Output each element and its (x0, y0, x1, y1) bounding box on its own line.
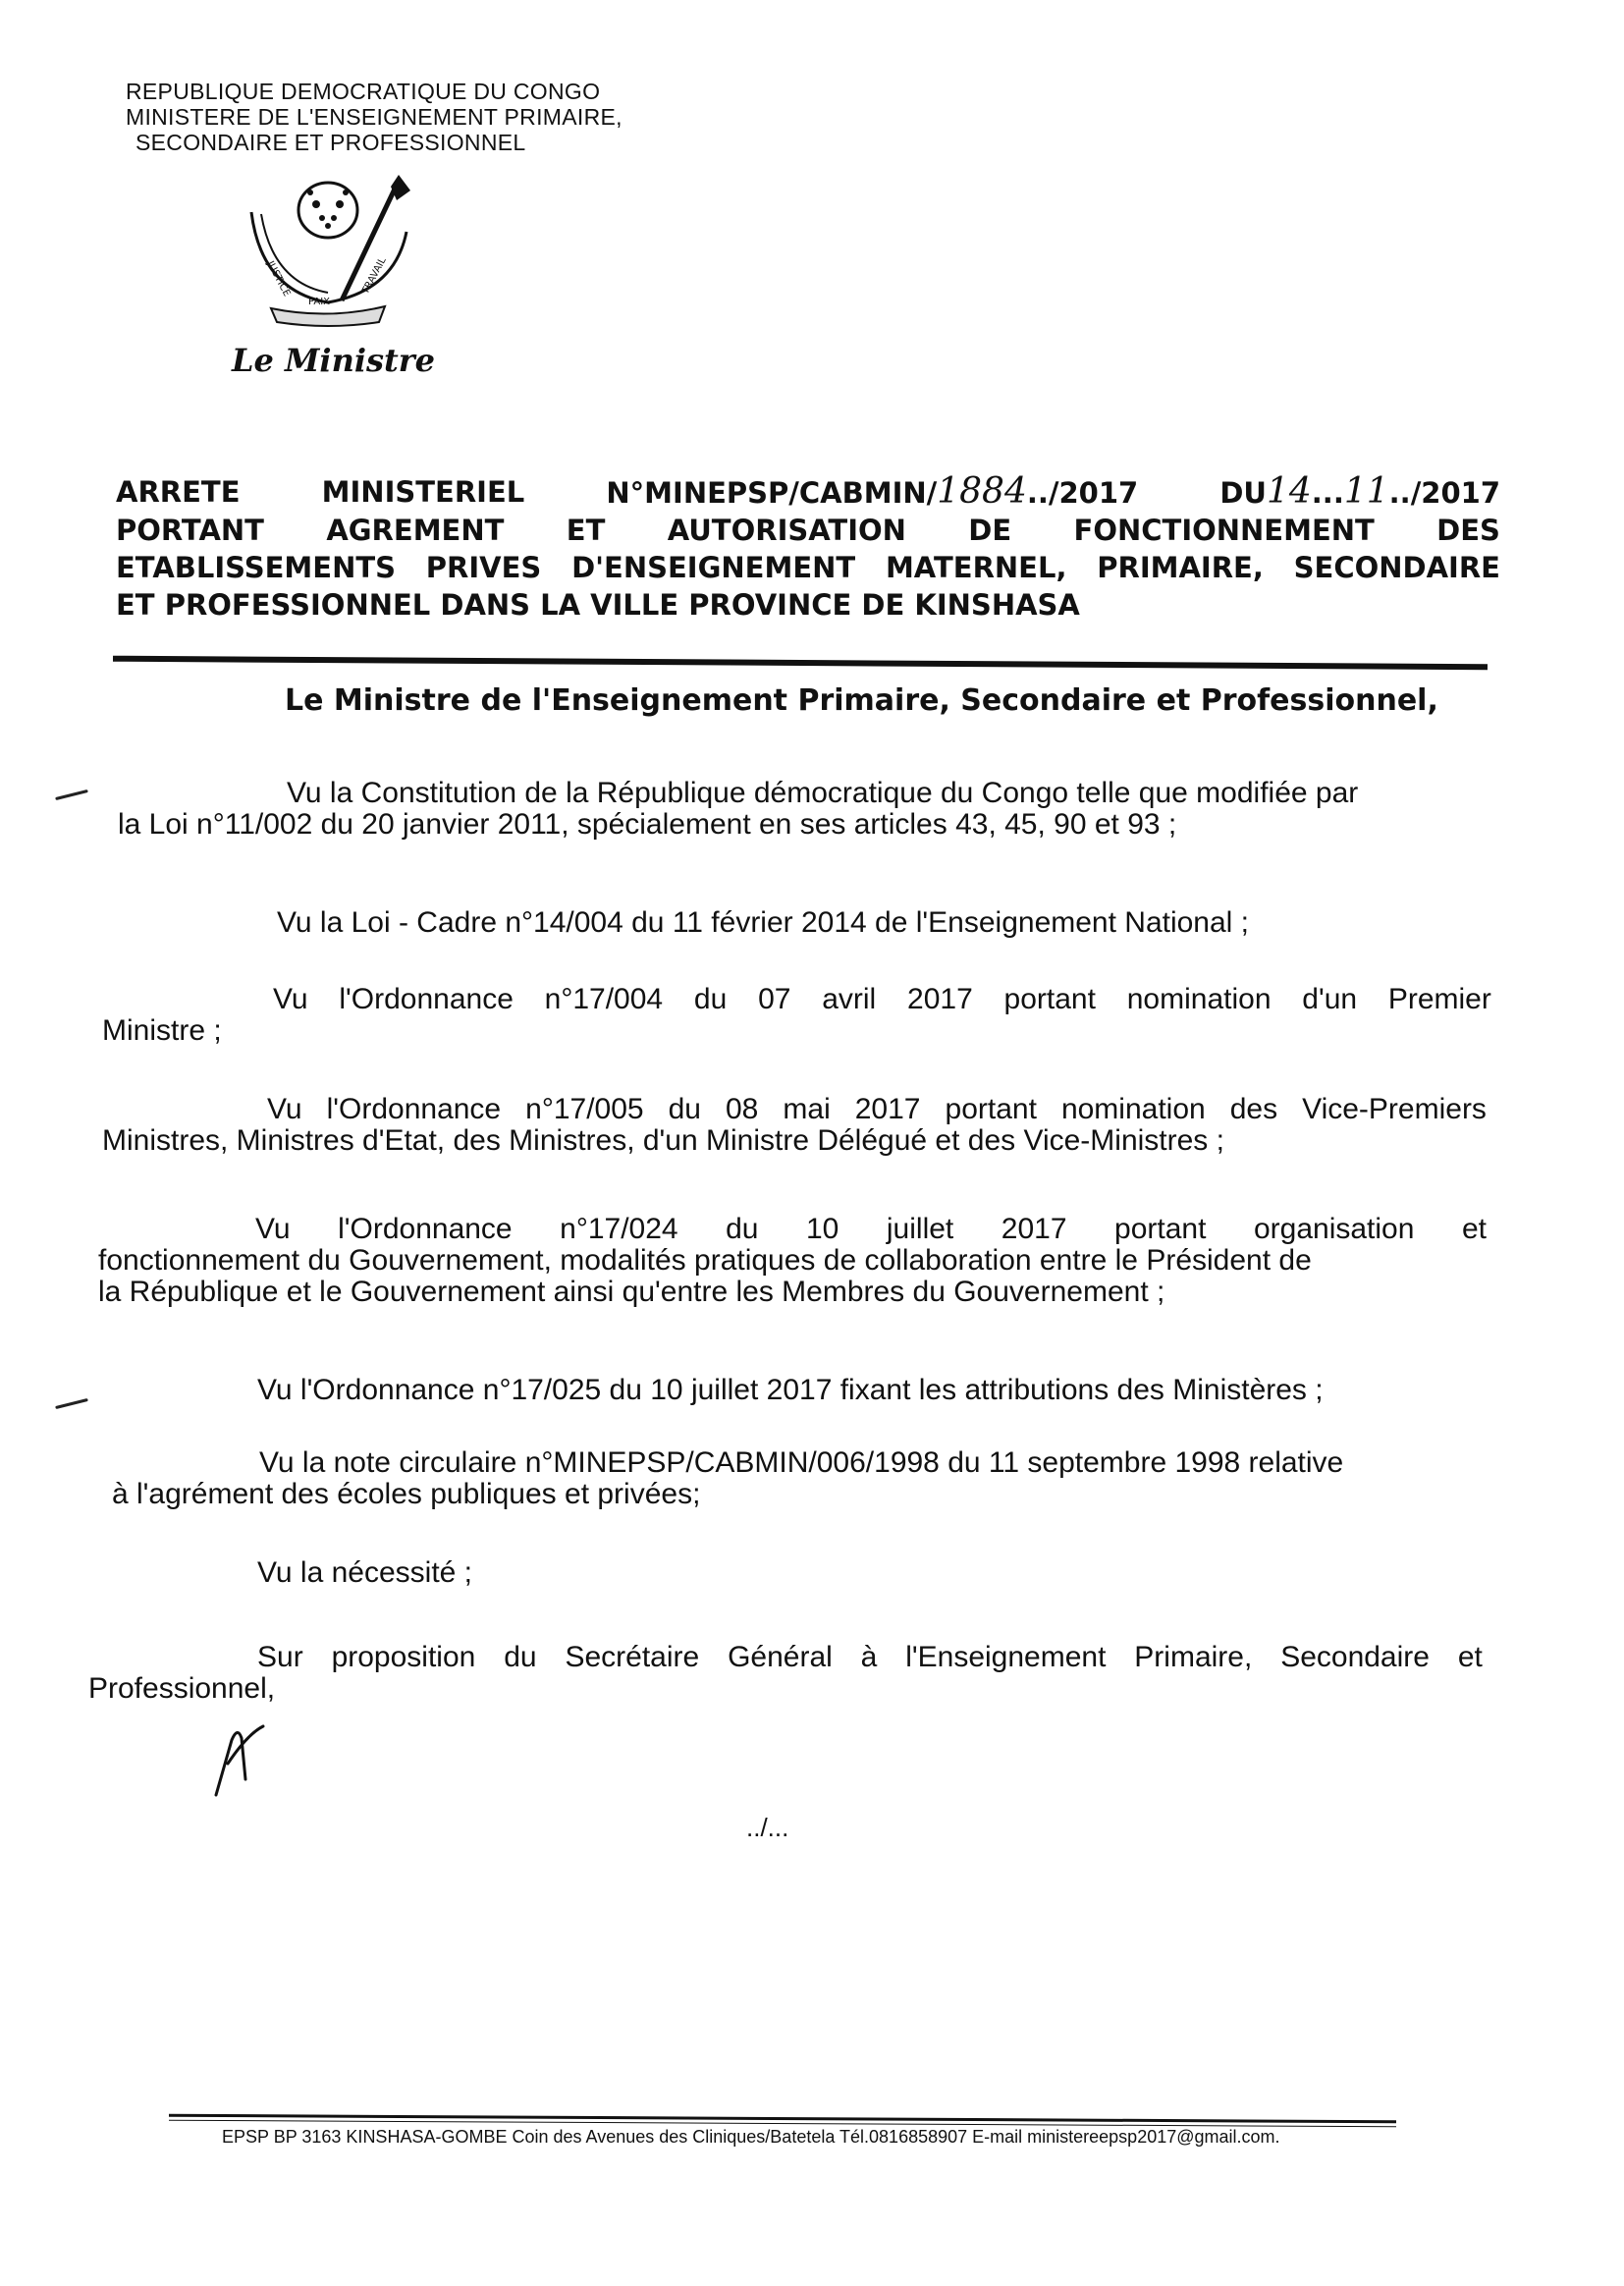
title-line-3: ETABLISSEMENTS PRIVES D'ENSEIGNEMENT MATERNEL, PRIMAIRE, SECONDAIRE (116, 551, 1500, 584)
handwritten-initial-signature (208, 1720, 267, 1799)
paragraph-ordonnance-005 (102, 1094, 1487, 1157)
paragraph-constitution (118, 778, 1492, 841)
paragraph-note-circulaire (112, 1447, 1487, 1510)
minister-subtitle: Le Ministre de l'Enseignement Primaire, Secondaire et Professionnel, (285, 683, 1438, 718)
header-ministry-cont: SECONDAIRE ET PROFESSIONNEL (135, 130, 526, 155)
le-ministre-script: Le Ministre (232, 342, 436, 379)
handwritten-number: 1884 (937, 471, 1027, 512)
paragraph-line: Vu l'Ordonnance n°17/024 du 10 juillet 2017 portant organisation et (255, 1213, 1487, 1245)
emblem-word-justice: JUSTICE (264, 259, 293, 299)
paragraph-line: Vu l'Ordonnance n°17/005 du 08 mai 2017 portant nomination des Vice-Premiers (267, 1093, 1487, 1125)
paragraph-line: Ministre ; (102, 1014, 222, 1047)
margin-tick-mark (55, 1398, 88, 1409)
handwritten-month: 11 (1343, 471, 1389, 512)
paragraph-line: à l'agrément des écoles publiques et privées; (112, 1478, 701, 1510)
emblem-word-travail: TRAVAIL (359, 255, 389, 297)
paragraph-ordonnance-004 (102, 984, 1491, 1047)
header-ministry: MINISTERE DE L'ENSEIGNEMENT PRIMAIRE, (126, 104, 623, 130)
title-line-1 (116, 471, 1500, 512)
paragraph-line: Sur proposition du Secrétaire Général à l'Enseignement Primaire, Secondaire et (257, 1641, 1483, 1673)
paragraph-line: Ministres, Ministres d'Etat, des Ministres, d'un Ministre Délégué et des Vice-Ministres ; (102, 1124, 1224, 1157)
title-word: MINISTERIEL (321, 475, 525, 509)
continuation-mark: ../... (746, 1813, 789, 1842)
footer-address: EPSP BP 3163 KINSHASA-GOMBE Coin des Avenues des Cliniques/Batetela Tél.0816858907 E-mail ministereepsp2017@gmail.com. (222, 2127, 1280, 2147)
paragraph-line: fonctionnement du Gouvernement, modalités pratiques de collaboration entre le Président de (98, 1244, 1312, 1277)
paragraph-line: la Loi n°11/002 du 20 janvier 2011, spécialement en ses articles 43, 45, 90 et 93 ; (118, 808, 1177, 841)
title-line-4: ET PROFESSIONNEL DANS LA VILLE PROVINCE DE KINSHASA (116, 588, 1080, 622)
paragraph-ordonnance-025: Vu l'Ordonnance n°17/025 du 10 juillet 2017 fixant les attributions des Ministères ; (257, 1374, 1324, 1406)
paragraph-line: Professionnel, (88, 1672, 276, 1705)
decree-number: N°MINEPSP/CABMIN/1884../2017 (606, 471, 1139, 512)
title-word: ARRETE (116, 475, 241, 509)
title-line-2: PORTANT AGREMENT ET AUTORISATION DE FONCTIONNEMENT DES (116, 514, 1500, 547)
paragraph-loi-cadre: Vu la Loi - Cadre n°14/004 du 11 février 2014 de l'Enseignement National ; (277, 906, 1250, 939)
decree-title (116, 471, 1500, 622)
title-underline (113, 656, 1488, 671)
emblem-word-paix: PAIX (308, 297, 331, 307)
handwritten-day: 14 (1266, 471, 1312, 512)
paragraph-line: Vu la note circulaire n°MINEPSP/CABMIN/006/1998 du 11 septembre 1998 relative (259, 1446, 1344, 1479)
footer-rule (169, 2114, 1396, 2124)
header-country: REPUBLIQUE DEMOCRATIQUE DU CONGO (126, 79, 601, 104)
margin-tick-mark (55, 789, 88, 800)
paragraph-proposition (88, 1642, 1483, 1705)
coat-of-arms-emblem (232, 173, 424, 330)
paragraph-necessite: Vu la nécessité ; (257, 1556, 473, 1589)
paragraph-ordonnance-024 (98, 1214, 1487, 1308)
paragraph-line: Vu l'Ordonnance n°17/004 du 07 avril 2017 portant nomination d'un Premier (273, 983, 1491, 1015)
paragraph-line: Vu la Constitution de la République démocratique du Congo telle que modifiée par (287, 777, 1359, 809)
paragraph-line: la République et le Gouvernement ainsi qu'entre les Membres du Gouvernement ; (98, 1276, 1165, 1308)
decree-date: DU14...11../2017 (1219, 471, 1500, 512)
